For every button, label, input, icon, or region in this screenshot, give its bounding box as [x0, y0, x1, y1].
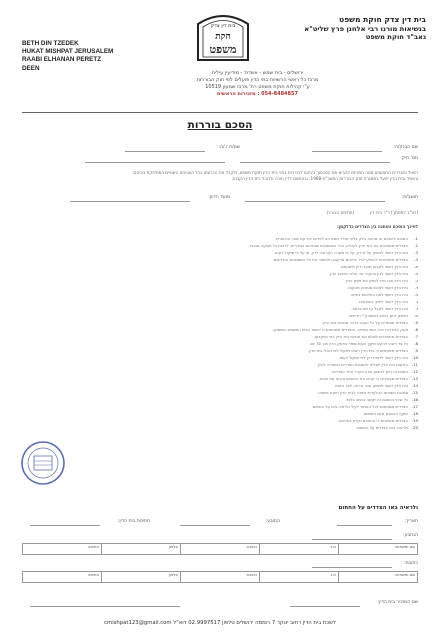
hearing-field[interactable] — [70, 201, 190, 202]
table-cell: ת.ז. — [260, 572, 339, 583]
clause-item — [18, 369, 418, 375]
residents-label: תושב/ת: — [401, 195, 418, 200]
address-block — [135, 70, 380, 98]
clause-number: 14. — [411, 383, 418, 388]
arbiter-signature-label: [רצ"ב למסמך] ד"ר בית דין — [370, 210, 418, 215]
court-head: גאב"ד חוקת משפט — [365, 33, 426, 41]
clause-text: הצדדים מתחייבים לשלם את אגרות בית הדין כפי שייקבעו. — [313, 334, 408, 339]
table-cell: כתובת — [181, 572, 260, 583]
clause-item — [18, 341, 418, 347]
clause-text: כל צד רשאי לבקש תיקון טעות סופר בפסק הדין תוך 30 יום. — [309, 341, 408, 346]
clause-text: הודעות בית הדין יישלחו לכתובות הצדדים כמפורט להלן. — [316, 362, 408, 367]
court-sig-label: חתימת בית הדין: — [117, 519, 150, 524]
bottom-signature-field[interactable] — [30, 606, 180, 607]
table-cell: ת.ז. — [260, 544, 339, 555]
court-name: בית דין צדק חוקת משפט — [339, 15, 426, 24]
clause-number: 2. — [414, 243, 418, 248]
plaintiff-table — [22, 543, 418, 555]
clause-text: בית הדין רשאי לקבל עדויות בכתב. — [351, 306, 408, 311]
clauses-title: לפיכך הוסכם והותנה בין הצדדים כדלקמן: — [337, 224, 418, 229]
clause-item — [18, 236, 418, 242]
clause-text: תוקף ההסכם מיום חתימתו. — [362, 411, 408, 416]
clause-number: ד. — [414, 285, 418, 290]
table-row — [23, 544, 418, 555]
plaintiff-label: התובע: — [265, 519, 280, 524]
arbiter-name-label: (חתימת הבורר) — [326, 210, 355, 215]
clause-number: 13. — [411, 376, 418, 381]
sign-date-field[interactable] — [337, 525, 392, 526]
court-logo — [194, 10, 252, 64]
table-cell: חתימה — [23, 544, 102, 555]
clause-text: בית הדין רשאי למנות מומחה מטעמו. — [347, 285, 408, 290]
table-cell: כתובת — [181, 544, 260, 555]
clause-item — [18, 327, 418, 333]
clause-number: 20. — [411, 425, 418, 430]
clause-number: ז. — [415, 306, 418, 311]
clause-number: 10. — [411, 355, 418, 360]
clause-number: 5. — [414, 320, 418, 325]
clause-number: 3. — [414, 250, 418, 255]
clause-number: א. — [414, 264, 418, 269]
residents-field[interactable] — [245, 201, 385, 202]
defendant-label: הנתבע: — [403, 533, 418, 538]
clause-text: בית הדין רשאי לפסוק על פי דין, על פי פשרה הקרובה לדין, או על פי שיקול דעתו. — [273, 250, 408, 255]
clause-item — [18, 250, 418, 256]
clause-item — [18, 271, 418, 277]
clause-text: הפסק יינתן בכתב ויחתם ע"י הדיינים. — [348, 313, 408, 318]
clause-item — [18, 264, 418, 270]
clause-text: בית הדין רשאי לפסוק שכר טרחה לצד הזוכה. — [333, 383, 408, 388]
logo-line-2: חקת — [215, 32, 231, 42]
english-line-3: RAABI ELHANAN PERETZ — [22, 56, 102, 64]
hearing-label: מועד הדיון: — [208, 195, 230, 200]
clause-item — [18, 285, 418, 291]
clause-item — [18, 278, 418, 284]
clause-text: הצדדים מוותרים על כל טענה בדבר סמכות בית הדין. — [321, 320, 408, 325]
footer-contact: לשכת בית הדין רחוב יונקר 7 רוממה ירושלים טלפון 02.9997517 דוא"ל cmishpat123@gmail.com — [104, 620, 336, 626]
clause-text: הצדדים מסכימים כי בית הדין רשאי לפעול לפי נוהלי בית הדין. — [307, 348, 408, 353]
clause-text: סמכות השיפוט הבלעדית נתונה לבית הדין חוקת משפט. — [317, 390, 408, 395]
clause-item — [18, 299, 418, 305]
defendant-table — [22, 571, 418, 583]
clause-number: 6. — [414, 327, 418, 332]
clause-text: בית הדין רשאי לדחות דיון לפי שיקול דעתו. — [338, 355, 408, 360]
signature-line — [326, 210, 418, 216]
logo-line-1: בית דין צדק — [210, 23, 236, 29]
clause-text: בית הדין רשאי לחייב בהוצאות. — [358, 299, 408, 304]
clause-number: ה. — [414, 292, 418, 297]
clause-item — [18, 390, 418, 396]
clause-item — [18, 320, 418, 326]
table-cell: שם ומשפחה — [339, 544, 418, 555]
clause-item — [18, 292, 418, 298]
table-cell: חתימה — [23, 572, 102, 583]
intro-line-1: הואיל והצדדים החתומים מטה הסכימו להביא את הסכסוך ביניהם לבוררות בפני בית הדין חוקת משפט, ולקבל את הכרעתו בכל העניינים השנויים במחלוקת ביניהם; — [132, 170, 418, 175]
secretary-label: שם המזכיר בית הדין: — [377, 600, 418, 605]
clause-number: 15. — [411, 390, 418, 395]
secretary-field[interactable] — [290, 606, 360, 607]
english-line-1: BETH DIN TZEDEK — [22, 40, 79, 47]
clause-item — [18, 383, 418, 389]
clause-item — [18, 355, 418, 361]
clause-text: ולראיה באו הצדדים על החתום. — [355, 425, 408, 430]
case-no-label: מס' תיק: — [400, 156, 418, 161]
clause-item — [18, 418, 418, 424]
clause-item — [18, 348, 418, 354]
clause-text: פסק הבוררות יהיה סופי ומחייב, והצדדים מסכימים כי יאושר בבית המשפט המוסמך. — [271, 327, 408, 332]
header-english — [22, 40, 142, 73]
logo-line-3: משפט — [209, 43, 237, 56]
id-label: שם/ת.ז./ה: — [218, 145, 240, 150]
clause-item — [18, 397, 418, 403]
secretariat-phone: 054-8484857 : מזכירות הראשית — [217, 91, 298, 97]
defendant-field[interactable] — [312, 539, 392, 540]
clause-number: 11. — [411, 362, 418, 367]
clause-item — [18, 306, 418, 312]
witness-label: כתובת: — [404, 561, 418, 566]
page-title: הסכם בוררות — [187, 119, 253, 131]
clause-item — [18, 313, 418, 319]
clause-text: הצדדים מסמיכים את בית הדין להכריע בכל הסכסוכים שביניהם כבוררים, לרבות כל תביעה שכנגד. — [248, 243, 408, 248]
address-line-3: ע"י קהילות חוקת משפט רח' מרכז שמעון 10519 — [205, 84, 310, 90]
clause-number: ג. — [415, 278, 418, 283]
id-field[interactable] — [125, 151, 205, 152]
clause-number: 16. — [411, 397, 418, 402]
clause-item — [18, 334, 418, 340]
clause-item — [18, 376, 418, 382]
clause-number: ו. — [415, 299, 418, 304]
sign-date-label: תאריך: — [404, 519, 418, 524]
english-line-4: DEEN — [22, 64, 40, 72]
clause-text: הצדדים מתחייבים להופיע לכל הדיונים שייקבעו ולמסור את כל המסמכים הנדרשים. — [272, 257, 408, 262]
clause-number: 7. — [414, 334, 418, 339]
table-cell: טלפון — [102, 544, 181, 555]
clause-number: 18. — [411, 411, 418, 416]
witness-field[interactable] — [312, 567, 392, 568]
header-hebrew — [256, 16, 426, 42]
clause-text: בית הדין רשאי לקבוע מועדי דיון ולשנותם. — [339, 264, 408, 269]
intro-paragraph — [22, 170, 418, 182]
clause-text: המבוא להסכם זה מהווה חלק בלתי נפרד ממנו ויש לפרשו יחד עם שאר הוראותיו. — [274, 236, 408, 241]
clause-item — [18, 425, 418, 431]
signing-section-title: ולראיה באו הצדדים על החתום — [338, 505, 418, 511]
clause-number: 4. — [414, 257, 418, 262]
clause-text: בית הדין רשאי לדון בהעדר צד שלא התייצב כדין. — [328, 271, 408, 276]
clause-item — [18, 404, 418, 410]
clause-number: ח. — [414, 313, 418, 318]
residence-field[interactable] — [85, 162, 225, 163]
clause-number: 17. — [411, 404, 418, 409]
english-line-2: HUKAT MISHPAT JERUSALEM — [22, 48, 114, 56]
court-stamp — [20, 440, 66, 486]
date-field[interactable] — [312, 151, 382, 152]
clause-text: בית הדין רשאי לתת החלטות ביניים. — [350, 292, 408, 297]
court-sig-field[interactable] — [30, 525, 100, 526]
clause-text: בית הדין אינו חייב לנמק את פסק הדין. — [344, 278, 408, 283]
address-cities: ירושלים - בית שמש - אשדוד - מודיעין עילית — [211, 70, 304, 76]
clause-text: כל שינוי בהסכם זה ייעשה בכתב בלבד. — [344, 397, 408, 402]
clause-number: 19. — [411, 418, 418, 423]
plaintiff-field[interactable] — [180, 525, 250, 526]
case-no-field[interactable] — [240, 162, 390, 163]
clause-number: 12. — [411, 369, 418, 374]
table-cell: שם ומשפחה — [339, 572, 418, 583]
clause-item — [18, 411, 418, 417]
clause-item — [18, 257, 418, 263]
court-president: בנשיאות מורנו רבי אלחנן פרץ שליט"א — [304, 24, 426, 33]
clause-number: 8. — [414, 341, 418, 346]
table-row — [23, 572, 418, 583]
table-cell: טלפון — [102, 572, 181, 583]
clause-number: 1. — [414, 236, 418, 241]
clause-text: הסכם זה ניתן לביצוע גם בהיעדר אחד הצדדים. — [330, 369, 408, 374]
clause-text: הצדדים מאשרים כי ההסכם נקרא בפניהם. — [337, 418, 408, 423]
clause-item — [18, 243, 418, 249]
clauses-list — [18, 236, 418, 436]
clause-number: ב. — [414, 271, 418, 276]
clause-text: הצדדים מסכימים לכל האמור לעיל ולראיה באו על החתום. — [311, 404, 408, 409]
header-divider — [22, 112, 418, 113]
clause-item — [18, 362, 418, 368]
clause-number: 9. — [414, 348, 418, 353]
clause-text: הצדדים מצהירים כי קראו את ההסכם והבינו את תוכנו. — [318, 376, 408, 381]
intro-line-2: והואיל ובית הדין יפעל במסגרת חוק הבוררות התשכ"ח-1968, ובהתאם לדין תורה ולנוהל בית הדין הקבוע; — [231, 176, 418, 181]
date-label: שם הבנק/ה: — [393, 145, 418, 150]
address-line-2: מרכז כל ראשי הרשויות בתי הדין פועלים לפי חוק הבוררות — [196, 77, 319, 83]
